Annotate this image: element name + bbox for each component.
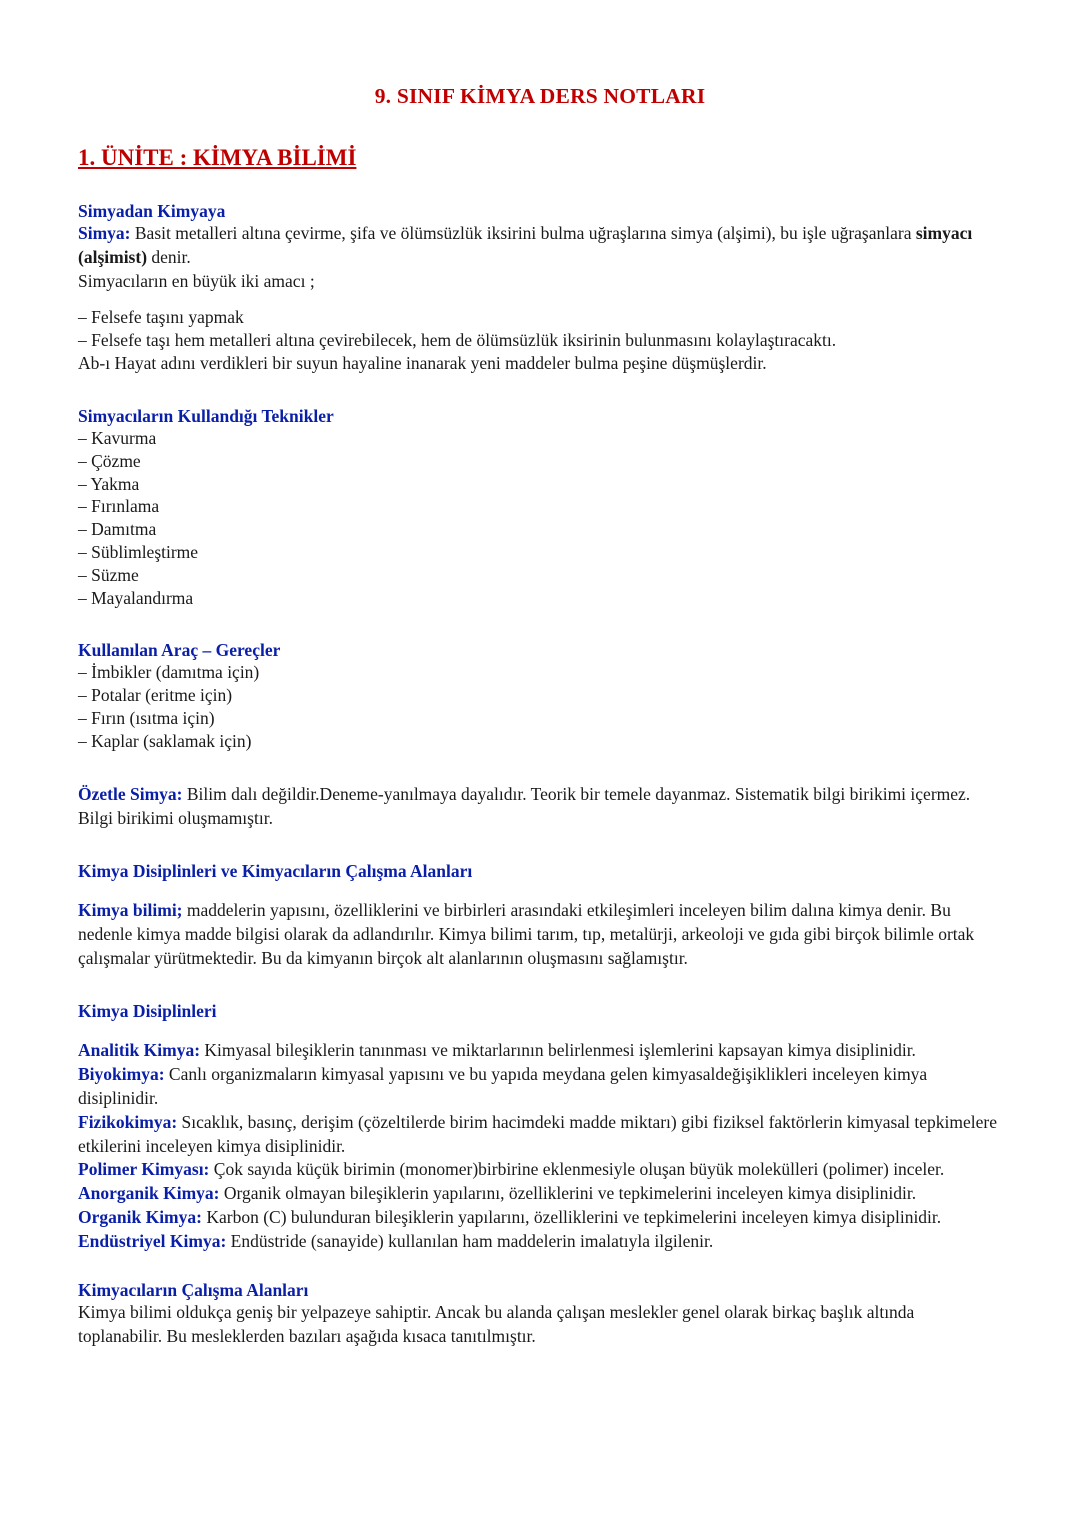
list-item: – Süblimleştirme <box>78 542 199 563</box>
term-label: Endüstriyel Kimya: <box>78 1231 227 1252</box>
unit-title: 1. ÜNİTE : KİMYA BİLİMİ <box>78 145 357 170</box>
simyaci-bold: simyacı <box>915 223 973 243</box>
term-label: Biyokimya: <box>78 1063 165 1084</box>
section-heading-kimya-disiplinleri: Kimya Disiplinleri <box>78 1000 217 1021</box>
section-teknikler <box>78 406 1002 610</box>
term-text: Kimyasal bileşiklerin tanınması ve miktarlarının belirlenmesi işlemlerini kapsayan kimya disiplinidir. <box>200 1039 916 1060</box>
term-text: Çok sayıda küçük birimin (monomer)birbirine eklenmesiyle oluşan büyük molekülleri (polimer) inceler. <box>209 1159 945 1180</box>
list-item: – İmbikler (damıtma için) <box>78 662 260 683</box>
alsimist-paragraph <box>78 246 1002 270</box>
list-item: – Çözme <box>78 450 141 471</box>
kimya-disiplinleri-list <box>78 1039 1002 1255</box>
term-label: Fizikokimya: <box>78 1111 178 1132</box>
term-label: Polimer Kimyası: <box>78 1159 210 1180</box>
kimya-bilimi-term: Kimya bilimi; <box>78 899 183 920</box>
section-ozetle-simya <box>78 783 1002 831</box>
list-item: – Kaplar (saklamak için) <box>78 730 252 751</box>
abi-hayat-paragraph: Ab-ı Hayat adını verdikleri bir suyun hayaline inanarak yeni maddeler bulma peşine düşmüşlerdir. <box>78 352 767 373</box>
list-item <box>78 1039 1002 1063</box>
list-item <box>78 1111 1002 1159</box>
kimya-bilimi-text: maddelerin yapısını, özelliklerini ve birbirleri arasındaki etkileşimleri inceleyen bilim dalına kimya denir. Bu nedenle kimya madde bilgisi olarak da adlandırılır. Kimya bilimi tarım, tıp, metalürji, arkeoloji ve gıda gibi birçok bilimle ortak çalışmalar yürütmektedir. Bu da kimyanın birçok alt alanlarının oluşmasını sağlamıştır. <box>78 899 975 968</box>
kimya-bilimi-paragraph <box>78 899 1002 971</box>
simya-definition-text: Basit metalleri altına çevirme, şifa ve ölümsüzlük iksirini bulma uğraşlarına simya (alşimi), bu işle uğraşanlara <box>130 223 916 243</box>
teknikler-list <box>78 427 1002 610</box>
ozetle-simya-text: Bilim dalı değildir.Deneme-yanılmaya dayalıdır. Teorik bir temele dayanmaz. Sistematik bilgi birikimi içermez. Bilgi birikimi oluşmamıştır. <box>78 783 971 828</box>
list-item <box>78 1158 1002 1182</box>
term-text: Endüstride (sanayide) kullanılan ham maddelerin imalatıyla ilgilenir. <box>226 1231 714 1252</box>
list-item: – Yakma <box>78 473 140 494</box>
alsimist-bold: (alşimist) <box>78 246 148 267</box>
list-item: – Kavurma <box>78 427 157 448</box>
simya-definition-paragraph <box>78 222 1002 246</box>
section-disiplinler-alanlar <box>78 861 1002 971</box>
term-text: Karbon (C) bulunduran bileşiklerin yapılarını, özelliklerini ve tepkimelerini inceleyen kimya disiplinidir. <box>201 1207 942 1228</box>
list-item <box>78 1206 1002 1230</box>
list-item: – Felsefe taşı hem metalleri altına çevirebilecek, hem de ölümsüzlük iksirinin bulunmasını kolaylaştıracaktı. <box>78 329 837 350</box>
ozetle-simya-paragraph <box>78 783 1002 831</box>
section-kimya-disiplinleri <box>78 1001 1002 1255</box>
term-label: Analitik Kimya: <box>78 1039 201 1060</box>
term-text: Organik olmayan bileşiklerin yapılarını, özelliklerini ve tepkimelerini inceleyen kimya disiplinidir. <box>219 1183 917 1204</box>
list-item: – Süzme <box>78 565 139 586</box>
spacer <box>78 294 1002 306</box>
section-heading-teknikler: Simyacıların Kullandığı Teknikler <box>78 405 334 426</box>
list-item <box>78 1230 1002 1254</box>
section-simyadan-kimyaya <box>78 201 1002 376</box>
section-heading-disiplinler-alanlar: Kimya Disiplinleri ve Kimyacıların Çalışma Alanları <box>78 860 473 881</box>
list-item: – Potalar (eritme için) <box>78 685 233 706</box>
page-title: 9. SINIF KİMYA DERS NOTLARI <box>374 84 706 108</box>
list-item <box>78 1182 1002 1206</box>
list-item: – Fırınlama <box>78 496 160 517</box>
section-heading-calisma-alanlari: Kimyacıların Çalışma Alanları <box>78 1280 309 1301</box>
list-item: – Mayalandırma <box>78 588 194 609</box>
section-arac-gerecler <box>78 640 1002 753</box>
list-item: – Felsefe taşını yapmak <box>78 306 244 327</box>
amac-list <box>78 306 1002 352</box>
section-heading-arac-gerecler: Kullanılan Araç – Gereçler <box>78 640 281 661</box>
section-heading-simyadan-kimyaya: Simyadan Kimyaya <box>78 201 226 221</box>
term-label: Organik Kimya: <box>78 1207 202 1228</box>
term-text: Sıcaklık, basınç, derişim (çözeltilerde birim hacimdeki madde miktarı) gibi fiziksel faktörlerin kimyasal tepkimelere etkilerini inceleyen kimya disiplinidir. <box>78 1111 997 1156</box>
alsimist-rest: denir. <box>147 246 191 267</box>
term-label: Anorganik Kimya: <box>78 1183 220 1204</box>
list-item <box>78 1063 1002 1111</box>
calisma-alanlari-paragraph: Kimya bilimi oldukça geniş bir yelpazeye sahiptir. Ancak bu alanda çalışan meslekler genel olarak birkaç başlık altında toplanabilir. Bu mesleklerden bazıları aşağıda kısaca tanıtılmıştır. <box>78 1302 915 1347</box>
simya-term: Simya: <box>78 223 131 243</box>
list-item: – Fırın (ısıtma için) <box>78 707 215 728</box>
amac-line: Simyacıların en büyük iki amacı ; <box>78 270 315 291</box>
list-item: – Damıtma <box>78 519 157 540</box>
term-text: Canlı organizmaların kimyasal yapısını ve bu yapıda meydana gelen kimyasaldeğişiklikleri inceleyen kimya disiplinidir. <box>78 1063 928 1108</box>
ozetle-simya-term: Özetle Simya: <box>78 783 183 804</box>
arac-gerec-list <box>78 661 1002 753</box>
section-calisma-alanlari <box>78 1280 1002 1349</box>
